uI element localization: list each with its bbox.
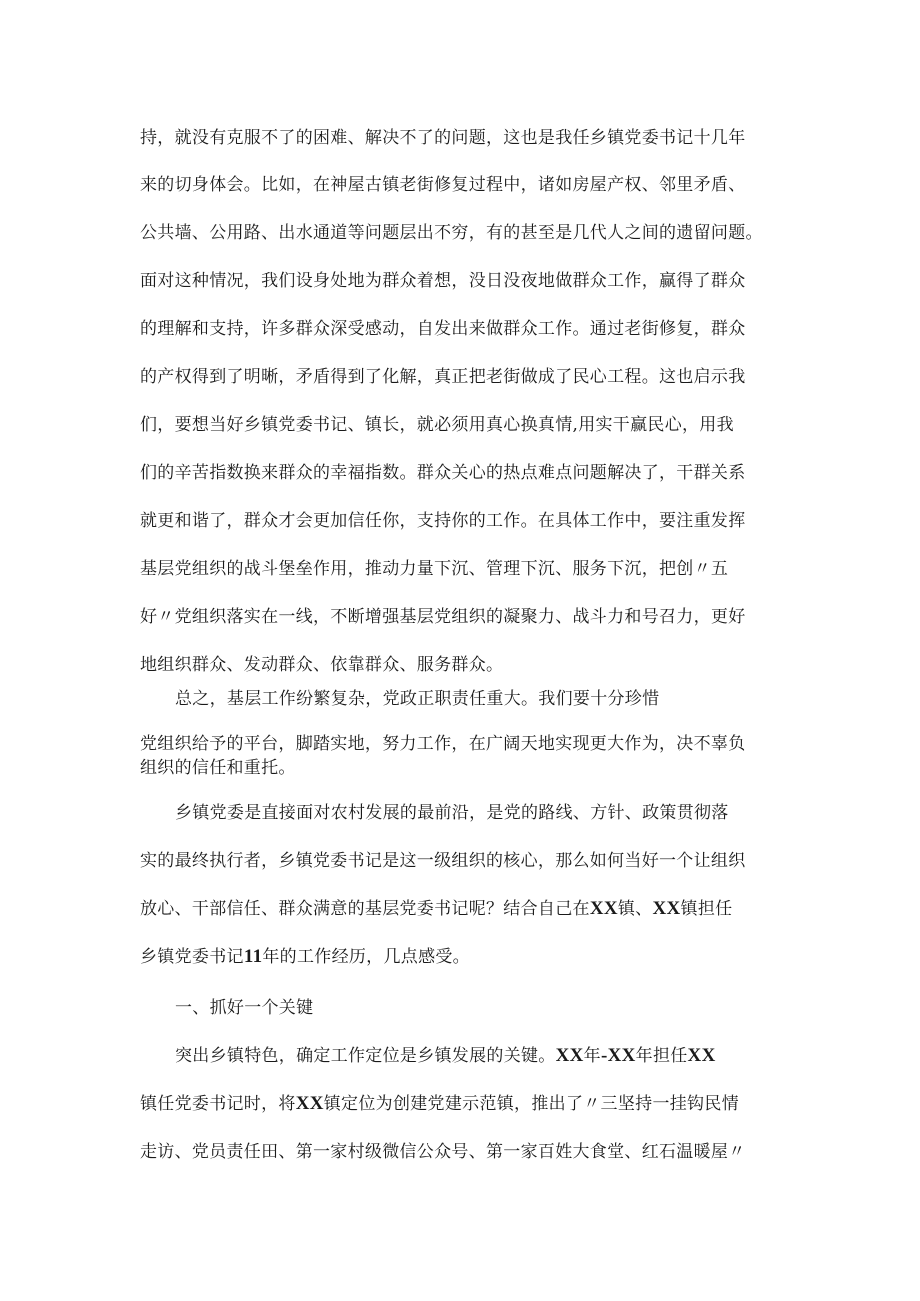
text-line: 公共墙、公用路、出水通道等问题层出不穷，有的甚至是几代人之间的遗留问题。 bbox=[140, 223, 763, 243]
text-line: 走访、党员责任田、第一家村级微信公众号、第一家百姓大食堂、红石温暖屋〃 bbox=[140, 1142, 746, 1162]
bold-text-run: XX bbox=[687, 1045, 716, 1066]
text-run: 放心、干部信任、群众满意的基层党委书记呢？结合自己在 bbox=[140, 899, 590, 919]
bold-text-run: XX bbox=[555, 1045, 584, 1066]
section-heading: 一、抓好一个关键 bbox=[175, 998, 314, 1018]
text-run: 镇定位为创建党建示范镇，推出了〃三坚持一挂钩民情 bbox=[323, 1094, 739, 1114]
text-run: 年的工作经历，几点感受。 bbox=[262, 947, 470, 967]
text-line: 的产权得到了明晰，矛盾得到了化解，真正把老街做成了民心工程。这也启示我 bbox=[140, 367, 746, 387]
text-run: 镇任党委书记时，将 bbox=[140, 1094, 296, 1114]
text-line: 好〃党组织落实在一线，不断增强基层党组织的凝聚力、战斗力和号召力，更好 bbox=[140, 607, 746, 627]
text-line: 来的切身体会。比如，在神屋古镇老街修复过程中，诸如房屋产权、邻里矛盾、 bbox=[140, 175, 746, 195]
text-line: 们的辛苦指数换来群众的幸福指数。群众关心的热点难点问题解决了，干群关系 bbox=[140, 463, 746, 483]
text-line: 党组织给予的平台，脚踏实地，努力工作，在广阔天地实现更大作为，决不辜负 bbox=[140, 734, 746, 754]
bold-text-run: XX bbox=[652, 898, 681, 919]
text-run: 突出乡镇特色，确定工作定位是乡镇发展的关键。 bbox=[175, 1046, 556, 1066]
text-line bbox=[140, 898, 820, 920]
bold-text-run: 11 bbox=[243, 946, 263, 967]
text-run: 年担任 bbox=[635, 1046, 688, 1066]
text-line: 的理解和支持，许多群众深受感动，自发出来做群众工作。通过老街修复，群众 bbox=[140, 319, 746, 339]
bold-text-run: XX bbox=[295, 1093, 324, 1114]
text-line: 面对这种情况，我们设身处地为群众着想，没日没夜地做群众工作，赢得了群众 bbox=[140, 271, 746, 291]
text-line: 基层党组织的战斗堡垒作用，推动力量下沉、管理下沉、服务下沉，把创〃五 bbox=[140, 559, 729, 579]
text-line bbox=[140, 1093, 820, 1115]
text-run: 乡镇党委书记 bbox=[140, 947, 244, 967]
text-line: 总之，基层工作纷繁复杂，党政正职责任重大。我们要十分珍惜 bbox=[175, 689, 660, 709]
text-run: 镇担任 bbox=[680, 899, 733, 919]
text-line bbox=[140, 946, 820, 968]
text-line: 地组织群众、发动群众、依靠群众、服务群众。 bbox=[140, 655, 504, 675]
text-line bbox=[175, 1045, 855, 1067]
text-line: 持，就没有克服不了的困难、解决不了的问题，这也是我任乡镇党委书记十几年 bbox=[140, 128, 746, 148]
bold-text-run: -XX bbox=[600, 1045, 636, 1066]
text-run: 镇、 bbox=[617, 899, 653, 919]
bold-text-run: XX bbox=[589, 898, 618, 919]
text-line: 乡镇党委是直接面对农村发展的最前沿，是党的路线、方针、政策贯彻落 bbox=[175, 803, 729, 823]
text-line: 实的最终执行者，乡镇党委书记是这一级组织的核心，那么如何当好一个让组织 bbox=[140, 851, 746, 871]
text-line: 就更和谐了，群众才会更加信任你，支持你的工作。在具体工作中，要注重发挥 bbox=[140, 511, 746, 531]
text-run: 年 bbox=[583, 1046, 601, 1066]
text-line: 组织的信任和重托。 bbox=[140, 758, 296, 778]
text-line: 们，要想当好乡镇党委书记、镇长，就必须用真心换真情,用实干赢民心，用我 bbox=[140, 415, 734, 435]
